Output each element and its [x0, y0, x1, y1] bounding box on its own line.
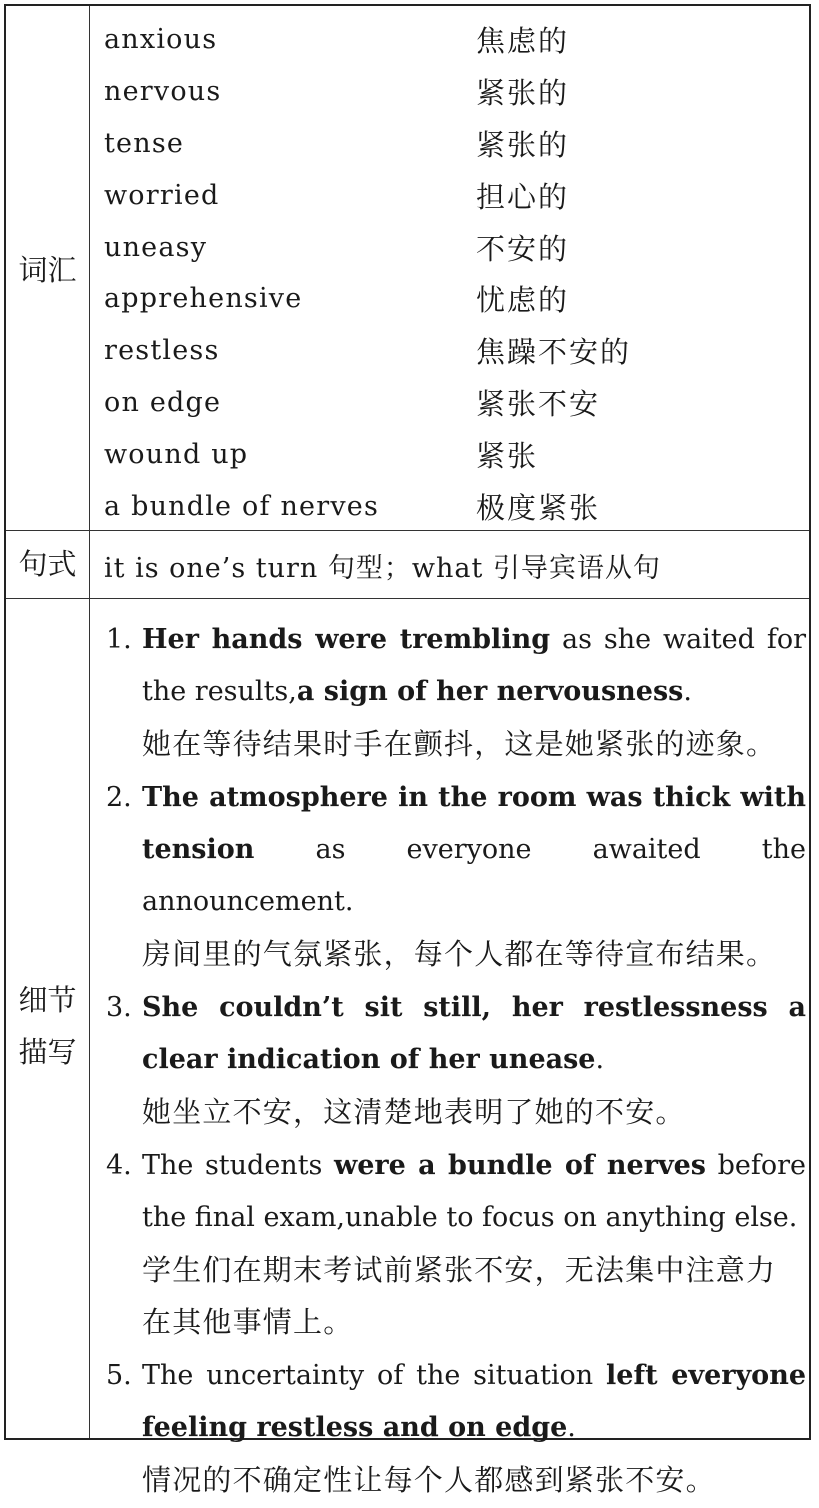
detail-item: [106, 1140, 806, 1348]
vocab-english: a bundle of nerves: [104, 490, 380, 522]
detail-number: 2.: [106, 782, 132, 813]
plain-phrase: The students: [142, 1150, 334, 1181]
vocab-english: on edge: [104, 386, 222, 418]
detail-english: [106, 772, 806, 928]
detail-number: 4.: [106, 1150, 132, 1181]
detail-item: [106, 982, 806, 1138]
vocab-chinese: 极度紧张: [476, 490, 601, 525]
bold-phrase: The atmosphere in the room was thick with tension: [142, 782, 806, 865]
detail-chinese: 情况的不确定性让每个人都感到紧张不安。: [142, 1463, 716, 1497]
vocab-english: restless: [104, 335, 220, 367]
detail-chinese: 她在等待结果时手在颤抖，这是她紧张的迹象。: [142, 727, 777, 761]
detail-chinese: 房间里的气氛紧张，每个人都在等待宣布结果。: [142, 937, 777, 971]
vocab-chinese: 不安的: [476, 231, 570, 266]
plain-phrase: as she waited for the results,: [142, 624, 806, 707]
detail-chinese: 她坐立不安，这清楚地表明了她的不安。: [142, 1095, 686, 1129]
vocab-row: [104, 221, 804, 273]
detail-english: [106, 614, 806, 718]
vocab-chinese: 担心的: [476, 179, 570, 214]
vocab-english: nervous: [104, 76, 222, 108]
bold-phrase: were a bundle of nerves: [333, 1150, 707, 1181]
vocab-row: [104, 428, 804, 480]
vocab-chinese: 焦躁不安的: [476, 335, 632, 370]
vocab-row: [104, 169, 804, 221]
detail-item: [106, 614, 806, 770]
vocab-row: [104, 377, 804, 429]
detail-english: [106, 982, 806, 1086]
vocab-chinese: 焦虑的: [476, 24, 570, 59]
header-pattern: 句式: [18, 547, 77, 581]
vocab-chinese: 忧虑的: [476, 283, 570, 318]
plain-phrase: The uncertainty of the situation: [142, 1360, 607, 1391]
vocab-english: uneasy: [104, 231, 208, 263]
vocab-row: [104, 66, 804, 118]
vocab-row: [104, 14, 804, 66]
bold-phrase: She couldn’t sit still, her restlessness a clear indication of her unease: [142, 992, 806, 1075]
bold-phrase: a sign of her nervousness: [296, 676, 684, 707]
header-detail-line2: 描写: [18, 1035, 77, 1069]
detail-number: 3.: [106, 992, 132, 1023]
bold-phrase: left everyone feeling restless and on edge: [142, 1360, 806, 1443]
plain-phrase: .: [567, 1412, 576, 1443]
vocab-row: [104, 273, 804, 325]
vocab-english: tense: [104, 127, 185, 159]
header-detail-line1: 细节: [18, 983, 77, 1017]
plain-phrase: as everyone awaited the announcement.: [142, 834, 806, 917]
vocab-row: [104, 118, 804, 170]
detail-number: 1.: [106, 624, 132, 655]
detail-chinese: 学生们在期末考试前紧张不安，无法集中注意力在其他事情上。: [142, 1253, 777, 1339]
bold-phrase: Her hands were trembling: [142, 624, 551, 655]
vocab-english: worried: [104, 179, 220, 211]
column-divider: [89, 6, 90, 1438]
vocab-row: [104, 480, 804, 532]
detail-number: 5.: [106, 1360, 132, 1391]
vocab-row: [104, 325, 804, 377]
detail-english: [106, 1140, 806, 1244]
header-vocab: 词汇: [18, 253, 77, 287]
row-divider: [6, 598, 809, 599]
vocab-chinese: 紧张的: [476, 127, 570, 162]
vocab-chinese: 紧张: [476, 438, 539, 473]
vocab-english: wound up: [104, 438, 249, 470]
vocab-english: apprehensive: [104, 283, 303, 315]
sentence-pattern: it is one’s turn 句型；what 引导宾语从句: [104, 553, 661, 584]
vocab-english: anxious: [104, 24, 218, 56]
vocabulary-table: [4, 4, 811, 1497]
detail-item: [106, 1350, 806, 1506]
detail-english: [106, 1350, 806, 1454]
detail-list: [106, 614, 806, 1508]
plain-phrase: .: [683, 676, 692, 707]
vocab-chinese: 紧张不安: [476, 386, 601, 421]
plain-phrase: before the final exam,unable to focus on anything else.: [142, 1150, 806, 1233]
detail-item: [106, 772, 806, 980]
plain-phrase: .: [595, 1044, 605, 1075]
vocab-chinese: 紧张的: [476, 76, 570, 111]
vocab-list: [104, 14, 804, 532]
